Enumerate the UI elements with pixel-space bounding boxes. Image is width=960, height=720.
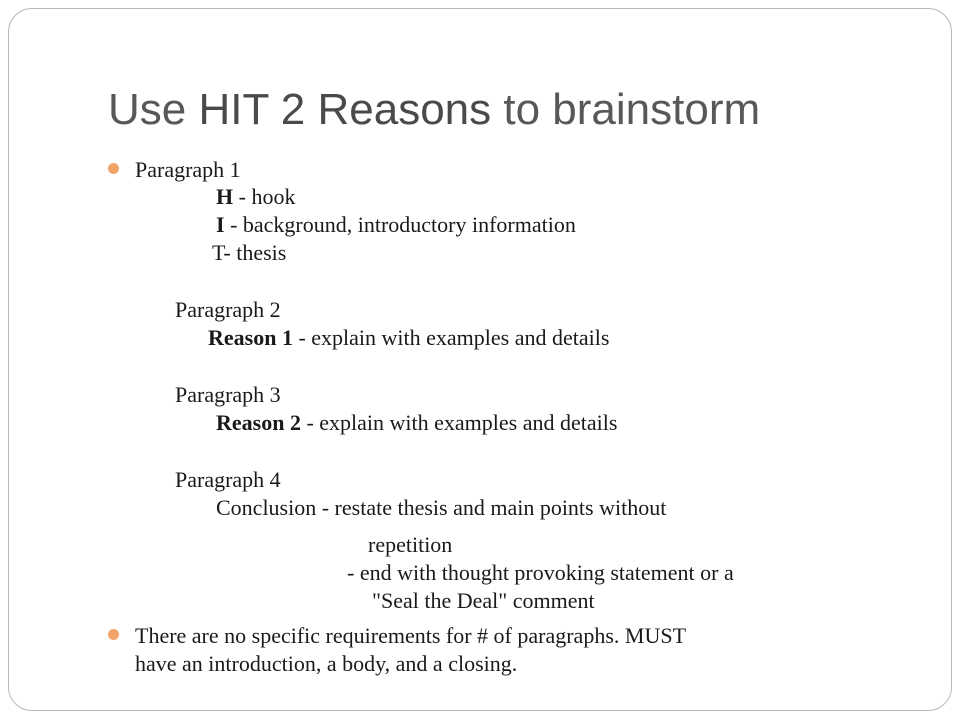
- hook-text: - hook: [233, 184, 296, 209]
- title-suffix: to brainstorm: [491, 85, 761, 134]
- paragraph-4-heading: Paragraph 4: [175, 467, 281, 492]
- requirements-line-2: have an introduction, a body, and a closing.: [135, 651, 518, 676]
- thesis-line: T- thesis: [212, 240, 287, 265]
- paragraph-2-heading: Paragraph 2: [175, 297, 281, 322]
- end-with-line: - end with thought provoking statement or a: [347, 560, 734, 585]
- title-prefix: Use: [108, 85, 199, 134]
- bullet-icon: [108, 163, 119, 174]
- reason-1-label: Reason 1: [208, 325, 293, 350]
- conclusion-line: Conclusion - restate thesis and main points without: [216, 495, 667, 520]
- hook-letter: H: [216, 184, 234, 209]
- slide-title: [108, 82, 760, 138]
- seal-the-deal-line: "Seal the Deal" comment: [372, 588, 595, 613]
- reason-1-text: - explain with examples and details: [292, 325, 610, 350]
- intro-letter: I: [216, 212, 225, 237]
- bullet-icon: [108, 629, 119, 640]
- paragraph-3-heading: Paragraph 3: [175, 382, 281, 407]
- title-highlight: HIT 2 Reasons: [198, 85, 492, 134]
- intro-text: - background, introductory information: [224, 212, 576, 237]
- reason-2-text: - explain with examples and details: [300, 410, 618, 435]
- requirements-line-1: There are no specific requirements for # of paragraphs. MUST: [135, 623, 687, 648]
- hook-line: [216, 183, 295, 211]
- reason-1-line: [208, 324, 609, 352]
- intro-line: [216, 211, 576, 239]
- repetition-line: repetition: [368, 532, 453, 557]
- reason-2-line: [216, 409, 617, 437]
- paragraph-1-heading: Paragraph 1: [135, 157, 241, 182]
- reason-2-label: Reason 2: [216, 410, 301, 435]
